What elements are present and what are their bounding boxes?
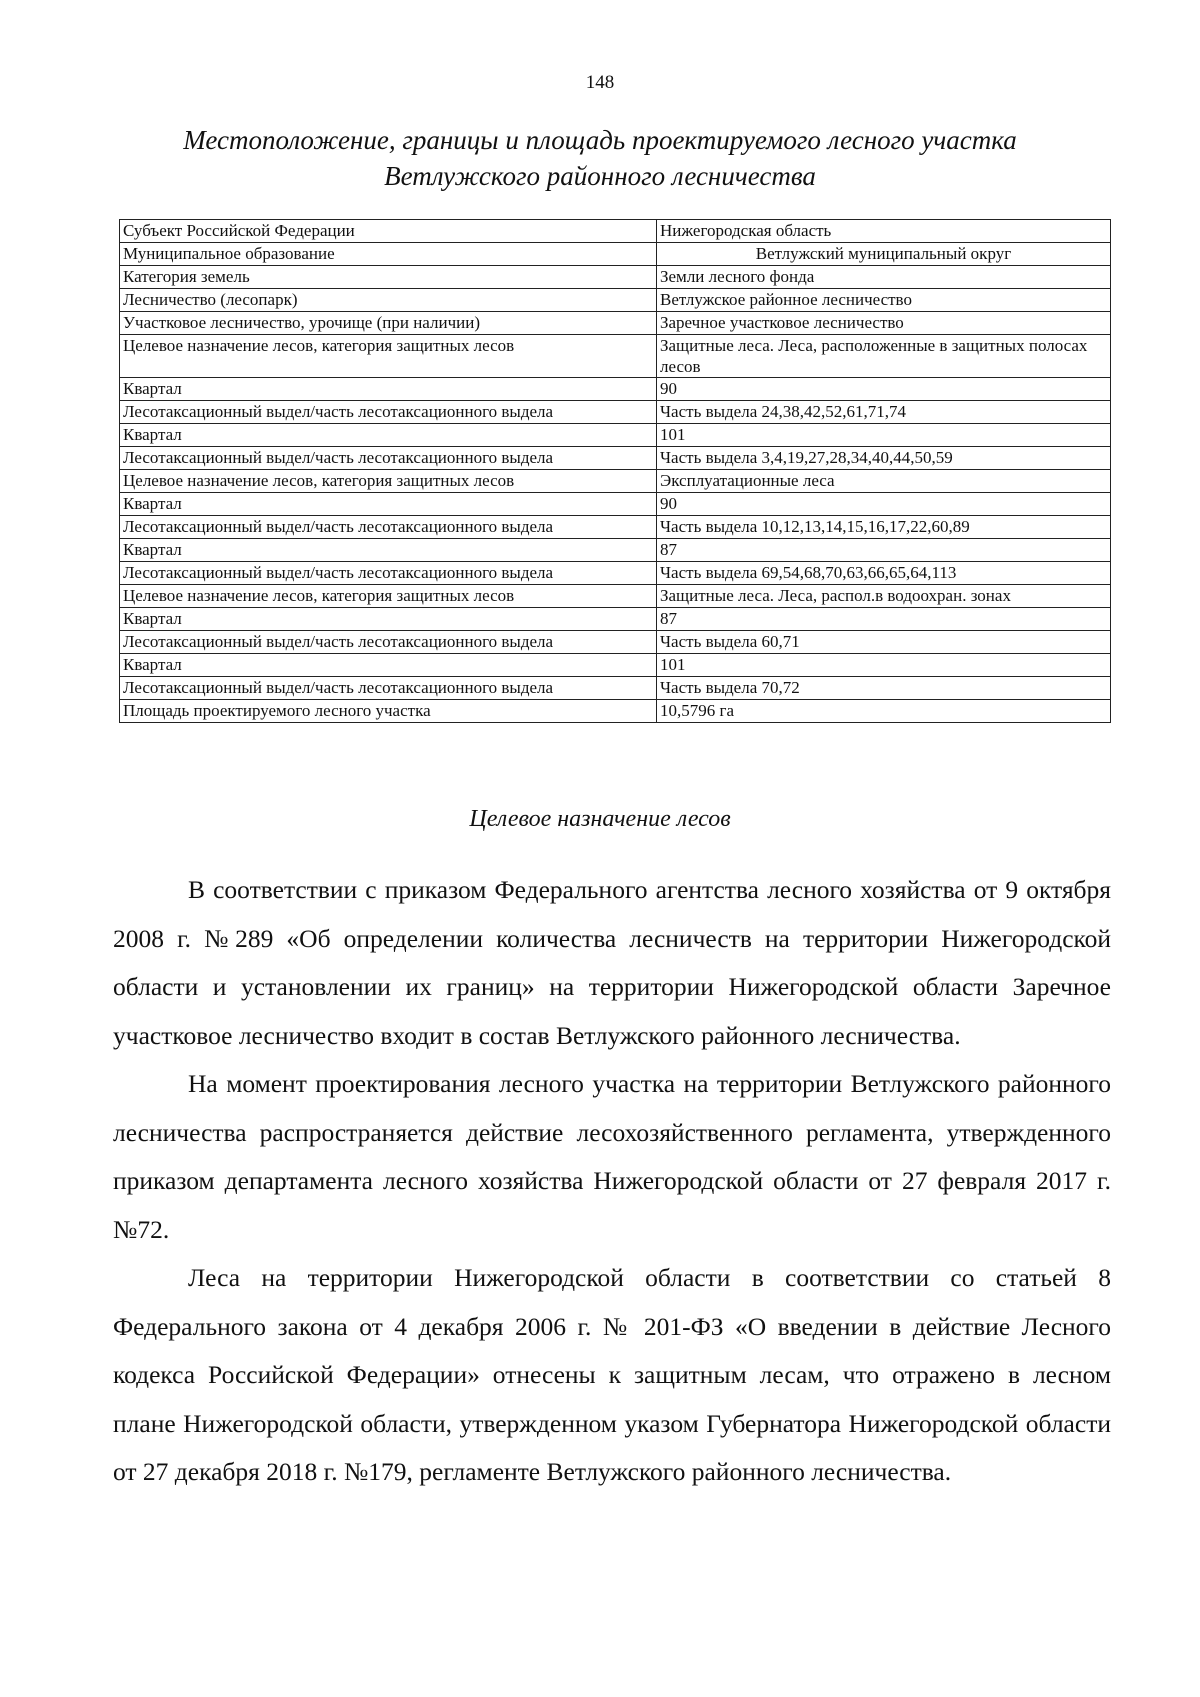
document-title-line-1: Местоположение, границы и площадь проектируемого лесного участка: [183, 125, 1017, 155]
table-cell-label: Лесотаксационный выдел/часть лесотаксационного выдела: [120, 447, 657, 470]
table-row: [120, 378, 1111, 401]
table-cell-value: Ветлужский муниципальный округ: [657, 243, 1111, 266]
table-row: [120, 677, 1111, 700]
table-row: [120, 220, 1111, 243]
table-cell-label: Площадь проектируемого лесного участка: [120, 700, 657, 723]
table-cell-label: Лесотаксационный выдел/часть лесотаксационного выдела: [120, 516, 657, 539]
table-cell-label: Лесотаксационный выдел/часть лесотаксационного выдела: [120, 677, 657, 700]
table-cell-value: Заречное участковое лесничество: [657, 312, 1111, 335]
table-cell-label: Целевое назначение лесов, категория защитных лесов: [120, 470, 657, 493]
table-cell-label: Целевое назначение лесов, категория защитных лесов: [120, 335, 657, 378]
table-cell-label: Муниципальное образование: [120, 243, 657, 266]
table-cell-label: Субъект Российской Федерации: [120, 220, 657, 243]
document-title: [100, 122, 1100, 194]
table-row: [120, 493, 1111, 516]
page-number: 148: [585, 72, 615, 93]
table-row: [120, 243, 1111, 266]
table-cell-value: Часть выдела 60,71: [657, 631, 1111, 654]
table-cell-value: 90: [657, 493, 1111, 516]
table-cell-value: 101: [657, 424, 1111, 447]
table-cell-value: Часть выдела 70,72: [657, 677, 1111, 700]
table-cell-label: Лесотаксационный выдел/часть лесотаксационного выдела: [120, 562, 657, 585]
table-cell-value: Часть выдела 24,38,42,52,61,71,74: [657, 401, 1111, 424]
table-cell-label: Категория земель: [120, 266, 657, 289]
table-row: [120, 631, 1111, 654]
table-cell-value: Ветлужское районное лесничество: [657, 289, 1111, 312]
table-cell-label: Квартал: [120, 608, 657, 631]
table-cell-value: 87: [657, 539, 1111, 562]
land-plot-table: [119, 219, 1111, 723]
table-cell-label: Целевое назначение лесов, категория защитных лесов: [120, 585, 657, 608]
table-cell-value: Эксплуатационные леса: [657, 470, 1111, 493]
table-cell-value: Часть выдела 10,12,13,14,15,16,17,22,60,89: [657, 516, 1111, 539]
table-row: [120, 470, 1111, 493]
paragraph: На момент проектирования лесного участка на территории Ветлужского районного лесничества распространяется действие лесохозяйственного регламента, утвержденного приказом департамента лесного хозяйства Нижегородской области от 27 февраля 2017 г. №72.: [113, 1069, 1111, 1244]
table-row: [120, 335, 1111, 378]
table-cell-value: Нижегородская область: [657, 220, 1111, 243]
table-row: [120, 424, 1111, 447]
table-row: [120, 447, 1111, 470]
table-cell-value: 101: [657, 654, 1111, 677]
table-cell-value: Часть выдела 3,4,19,27,28,34,40,44,50,59: [657, 447, 1111, 470]
table-cell-value: 87: [657, 608, 1111, 631]
table-cell-label: Квартал: [120, 493, 657, 516]
table-cell-label: Квартал: [120, 424, 657, 447]
table-cell-label: Участковое лесничество, урочище (при наличии): [120, 312, 657, 335]
paragraph: В соответствии с приказом Федерального агентства лесного хозяйства от 9 октября 2008 г. №289 «Об определении количества лесничеств на территории Нижегородской области и установлении их границ» на территории Нижегородской области Заречное участковое лесничество входит в состав Ветлужского районного лесничества.: [113, 875, 1111, 1050]
table-cell-value: Защитные леса. Леса, распол.в водоохран. зонах: [657, 585, 1111, 608]
table-cell-label: Квартал: [120, 378, 657, 401]
table-cell-label: Лесотаксационный выдел/часть лесотаксационного выдела: [120, 631, 657, 654]
table-row: [120, 312, 1111, 335]
table-row: [120, 401, 1111, 424]
table-row: [120, 266, 1111, 289]
document-title-line-2: Ветлужского районного лесничества: [384, 161, 816, 191]
paragraph: Леса на территории Нижегородской области в соответствии со статьей 8 Федерального закона от 4 декабря 2006 г. № 201-ФЗ «О введении в действие Лесного кодекса Российской Федерации» отнесены к защитным лесам, что отражено в лесном плане Нижегородской области, утвержденном указом Губернатора Нижегородской области от 27 декабря 2018 г. №179, регламенте Ветлужского районного лесничества.: [113, 1263, 1111, 1486]
table-cell-value: Земли лесного фонда: [657, 266, 1111, 289]
table-row: [120, 654, 1111, 677]
table-cell-label: Квартал: [120, 654, 657, 677]
table-cell-label: Квартал: [120, 539, 657, 562]
table-row: [120, 585, 1111, 608]
table-row: [120, 516, 1111, 539]
section-heading: Целевое назначение лесов: [469, 806, 731, 832]
table-cell-label: Лесотаксационный выдел/часть лесотаксационного выдела: [120, 401, 657, 424]
table-cell-label: Лесничество (лесопарк): [120, 289, 657, 312]
table-cell-value: Защитные леса. Леса, расположенные в защитных полосах лесов: [657, 335, 1111, 378]
table-cell-value: 90: [657, 378, 1111, 401]
table-row: [120, 562, 1111, 585]
table-row: [120, 700, 1111, 723]
table-cell-value: 10,5796 га: [657, 700, 1111, 723]
body-text: [113, 866, 1111, 1497]
table-row: [120, 608, 1111, 631]
table-row: [120, 539, 1111, 562]
table-cell-value: Часть выдела 69,54,68,70,63,66,65,64,113: [657, 562, 1111, 585]
table-row: [120, 289, 1111, 312]
